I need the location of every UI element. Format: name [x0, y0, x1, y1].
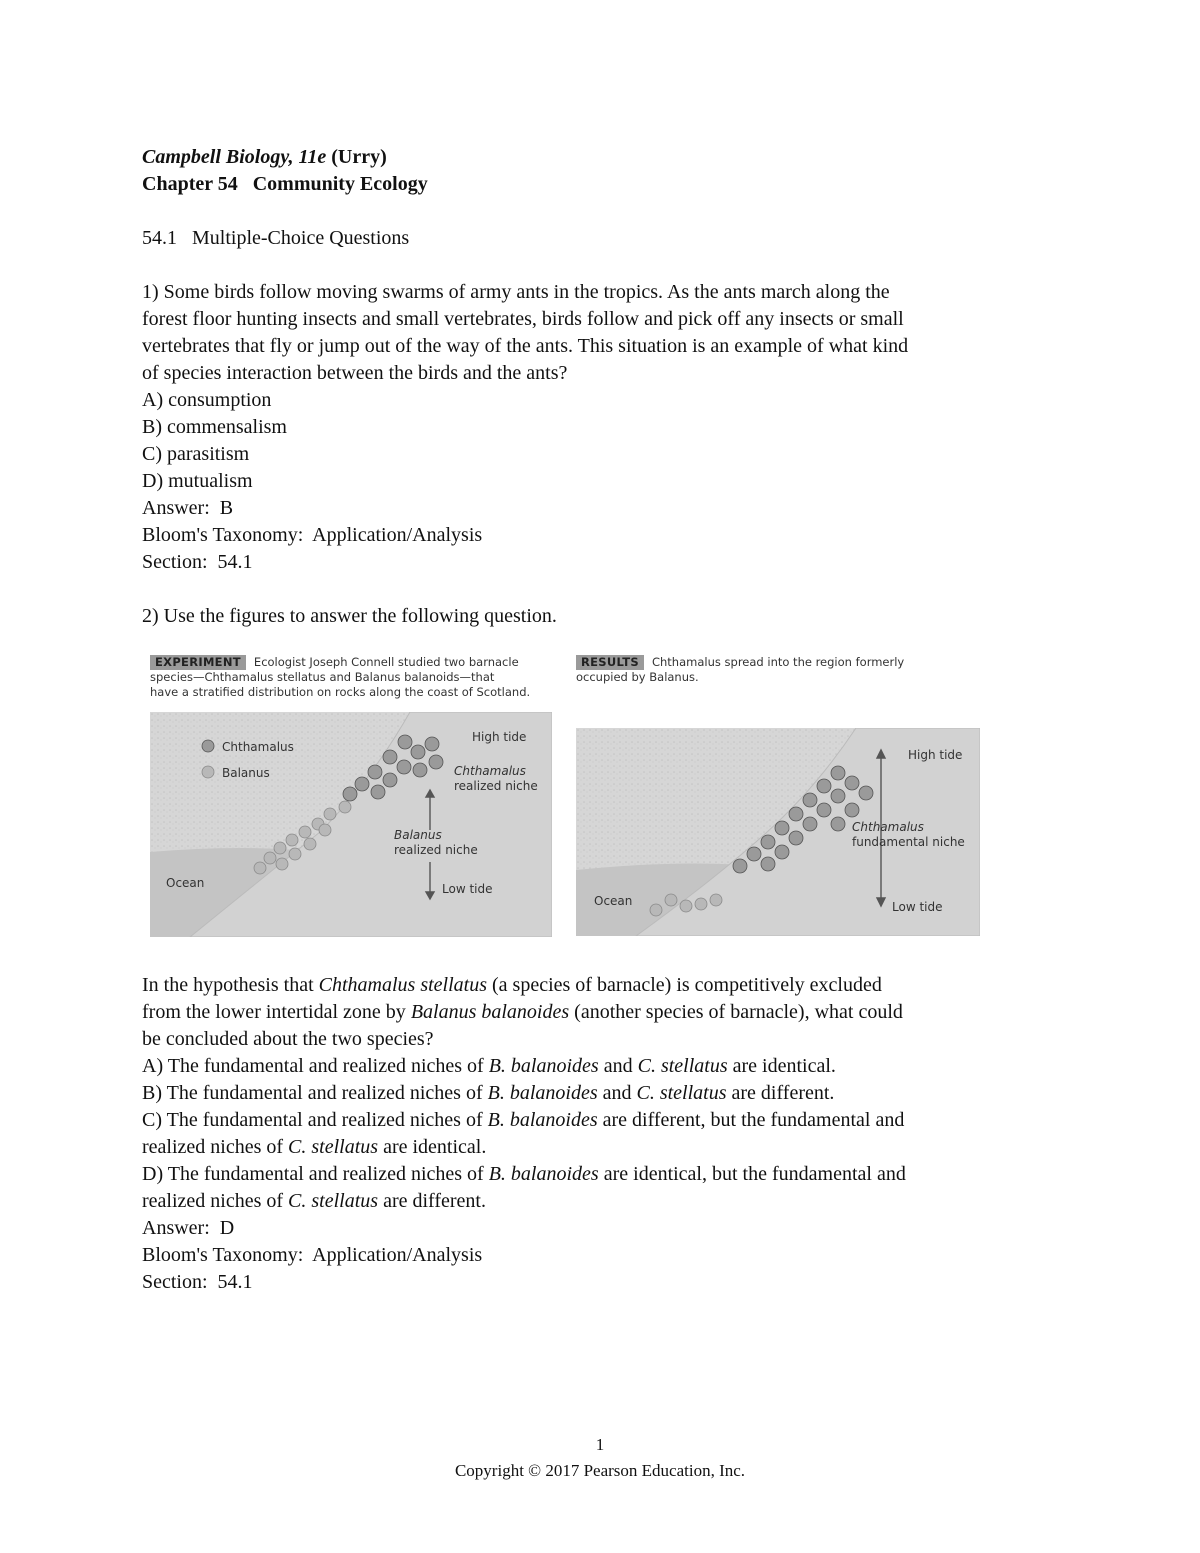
book-title: Campbell Biology, 11e	[142, 146, 327, 168]
high-tide-label: High tide	[472, 730, 527, 744]
balanus-niche-label: Balanus realized niche	[394, 828, 478, 857]
q2-hypothesis-line: In the hypothesis that Chthamalus stellatus (a species of barnacle) is competitively excluded	[142, 974, 882, 996]
results-tag: RESULTS	[576, 655, 644, 670]
q1-section: Section: 54.1	[142, 551, 253, 573]
low-tide-label: Low tide	[442, 882, 493, 896]
high-tide-label: High tide	[908, 748, 963, 762]
book-header	[142, 144, 387, 171]
q2-hypothesis-line: from the lower intertidal zone by Balanus balanoides (another species of barnacle), what could	[142, 1001, 903, 1023]
book-author: (Urry)	[331, 146, 387, 168]
legend-balanus: Balanus	[222, 766, 270, 780]
q1-option-a: A) consumption	[142, 389, 272, 411]
q2-option-d: D) The fundamental and realized niches of B. balanoides are identical, but the fundamental and	[142, 1163, 906, 1185]
q2-option-d-cont: realized niches of C. stellatus are different.	[142, 1190, 486, 1212]
q1-answer: Answer: B	[142, 497, 234, 519]
experiment-caption: EXPERIMENT Ecologist Joseph Connell studied two barnacle species—Chthamalus stellatus and Balanus balanoids—that have a stratified distribution on rocks along the coast of Scotland.	[150, 655, 531, 699]
legend-chthamalus: Chthamalus	[222, 740, 294, 754]
q1-blooms: Bloom's Taxonomy: Application/Analysis	[142, 524, 483, 546]
q2-section: Section: 54.1	[142, 1271, 253, 1293]
experiment-illustration	[150, 712, 552, 937]
experiment-tag: EXPERIMENT	[150, 655, 246, 670]
copyright: Copyright © 2017 Pearson Education, Inc.	[454, 1461, 746, 1480]
results-caption: RESULTS Chthamalus spread into the region formerly occupied by Balanus.	[576, 655, 905, 684]
q1-stem-line: vertebrates that fly or jump out of the way of the ants. This situation is an example of what kind	[142, 335, 909, 357]
q2-option-a: A) The fundamental and realized niches of B. balanoides and C. stellatus are identical.	[142, 1055, 836, 1077]
q2-option-c-cont: realized niches of C. stellatus are identical.	[142, 1136, 487, 1158]
q1-stem-line: 1) Some birds follow moving swarms of army ants in the tropics. As the ants march along the	[142, 281, 890, 303]
section-heading: 54.1 Multiple-Choice Questions	[142, 227, 410, 249]
q1-option-d: D) mutualism	[142, 470, 253, 492]
q2-hypothesis-line: be concluded about the two species?	[142, 1028, 434, 1050]
q2-stem: 2) Use the figures to answer the following question.	[142, 605, 557, 627]
q2-answer: Answer: D	[142, 1217, 235, 1239]
chthamalus-niche-label: Chthamalus realized niche	[454, 764, 538, 793]
ocean-label: Ocean	[166, 876, 205, 890]
page-number: 1	[595, 1435, 605, 1454]
q1-stem-line: forest floor hunting insects and small vertebrates, birds follow and pick off any insects or small	[142, 308, 904, 330]
ocean-label: Ocean	[594, 894, 633, 908]
chthamalus-fundamental-niche-label: Chthamalus fundamental niche	[852, 820, 965, 849]
experiment-figure	[150, 712, 552, 937]
q2-option-b: B) The fundamental and realized niches of B. balanoides and C. stellatus are different.	[142, 1082, 835, 1104]
chapter-title: Chapter 54 Community Ecology	[142, 173, 428, 195]
low-tide-label: Low tide	[892, 900, 943, 914]
q2-blooms: Bloom's Taxonomy: Application/Analysis	[142, 1244, 483, 1266]
q2-option-c: C) The fundamental and realized niches of B. balanoides are different, but the fundamental and	[142, 1109, 905, 1131]
q1-option-b: B) commensalism	[142, 416, 287, 438]
results-figure	[576, 728, 980, 936]
q1-option-c: C) parasitism	[142, 443, 250, 465]
q1-stem-line: of species interaction between the birds and the ants?	[142, 362, 568, 384]
